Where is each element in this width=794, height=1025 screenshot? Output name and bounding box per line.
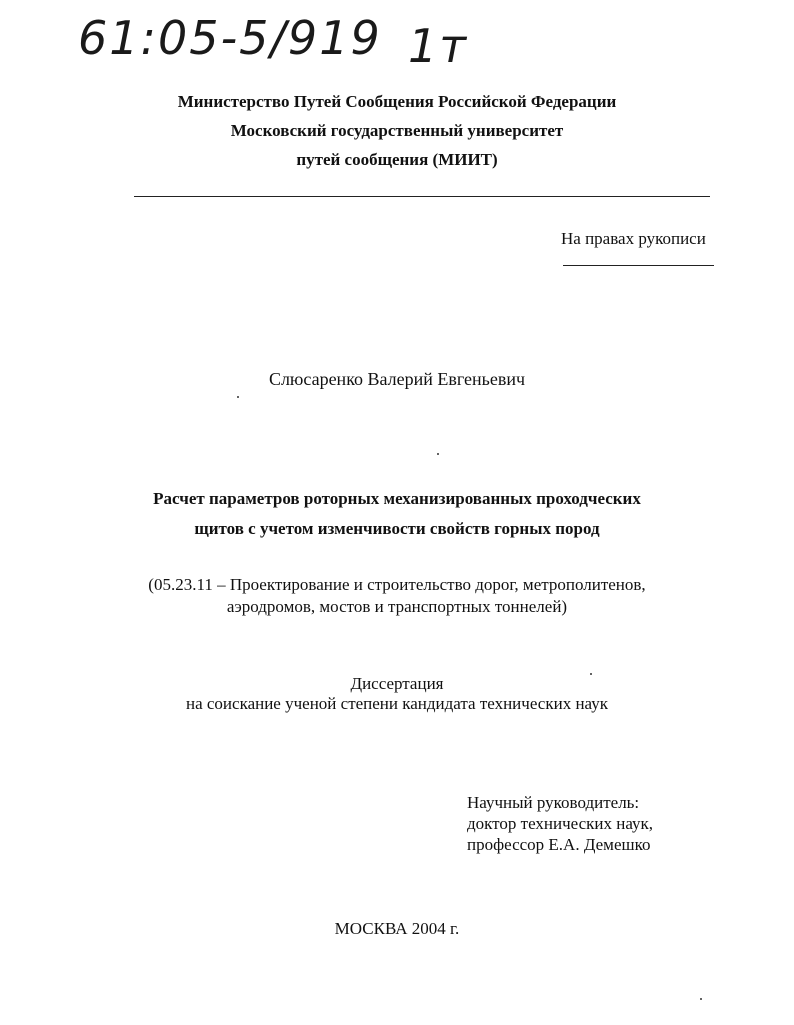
city-year: МОСКВА 2004 г. — [334, 919, 460, 938]
scan-speck — [437, 453, 439, 455]
university-line-cont: путей сообщения (МИИТ) — [296, 150, 498, 169]
scan-speck — [700, 998, 702, 1000]
handwritten-number-text: 61:05-5/919 — [78, 11, 382, 65]
advisor-line-2: доктор технических наук, — [467, 814, 654, 833]
author-name: Слюсаренко Валерий Евгеньевич — [268, 369, 526, 389]
ministry-line: Министерство Путей Сообщения Российской Федерации — [177, 92, 617, 111]
title-line-2: щитов с учетом изменчивости свойств горных пород — [194, 519, 600, 538]
rights-note: На правах рукописи — [561, 229, 706, 248]
degree-block — [0, 674, 794, 714]
header-divider — [134, 196, 710, 197]
degree-line-2: на соискание ученой степени кандидата технических наук — [185, 694, 608, 713]
specialty-line-2: аэродромов, мостов и транспортных тоннелей) — [226, 597, 568, 616]
dissertation-title — [0, 484, 794, 544]
handwritten-suffix-text: 1т — [408, 19, 469, 73]
scan-speck — [237, 396, 239, 398]
specialty-block — [0, 574, 794, 618]
specialty-line-1: (05.23.11 – Проектирование и строительство дорог, метрополитенов, — [148, 575, 646, 594]
advisor-line-1: Научный руководитель: — [467, 793, 640, 812]
advisor-block — [467, 792, 653, 855]
degree-line-1: Диссертация — [350, 674, 444, 693]
rights-underline — [563, 265, 714, 266]
advisor-line-3: профессор Е.А. Демешко — [467, 835, 651, 854]
title-line-1: Расчет параметров роторных механизированных проходческих — [153, 489, 641, 508]
handwritten-archive-number — [78, 4, 498, 74]
university-line: Московский государственный университет — [230, 121, 564, 140]
